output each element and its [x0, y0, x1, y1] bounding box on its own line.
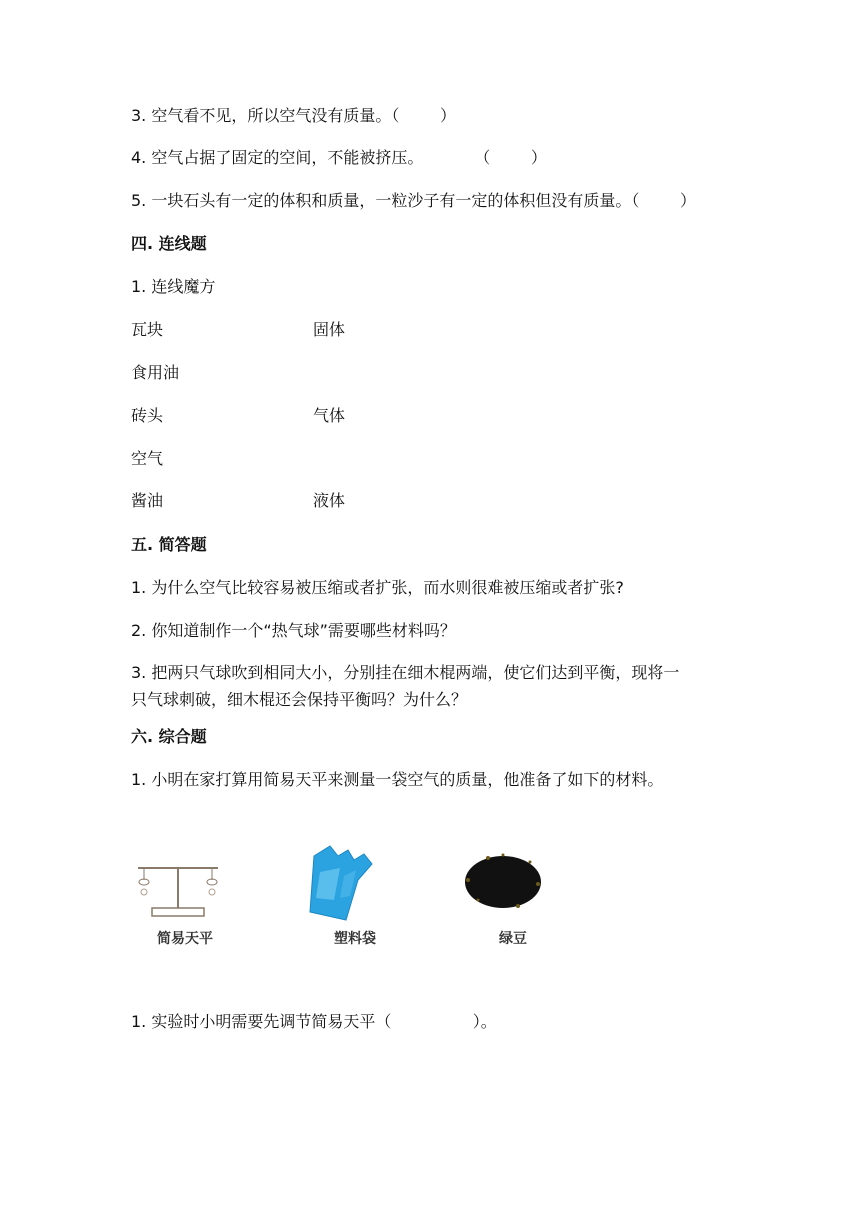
matching-right-item: 液体 — [313, 491, 346, 510]
plastic-bag-icon — [300, 840, 390, 925]
short-answer-q2: 2. 你知道制作一个“热气球”需要哪些材料吗？ — [131, 621, 456, 640]
matching-left-item: 酱油 — [131, 491, 164, 510]
matching-left-item: 瓦块 — [131, 320, 164, 339]
materials-figure — [130, 840, 590, 960]
matching-right-item: 固体 — [313, 320, 346, 339]
comprehensive-q1: 1. 小明在家打算用简易天平来测量一袋空气的质量，他准备了如下的材料。 — [131, 770, 664, 789]
short-answer-q3-line2: 只气球刺破，细木棍还会保持平衡吗？为什么？ — [131, 690, 468, 709]
matching-left-item: 空气 — [131, 449, 164, 468]
matching-left-item: 砖头 — [131, 406, 164, 425]
simple-balance-icon — [130, 840, 230, 925]
matching-right-item: 气体 — [313, 406, 346, 425]
plastic-bag-figure — [300, 840, 410, 960]
figure-caption: 简易天平 — [157, 931, 213, 947]
matching-question: 1. 连线魔方 — [131, 277, 216, 296]
matching-left-item: 食用油 — [131, 363, 180, 382]
simple-balance-figure — [130, 840, 240, 960]
judgement-item-4: 4. 空气占据了固定的空间，不能被挤压。 （ ） — [131, 148, 547, 167]
mung-beans-icon — [458, 840, 548, 925]
figure-caption: 塑料袋 — [334, 931, 376, 947]
experiment-sub-question-1: 1. 实验时小明需要先调节简易天平（ ）。 — [131, 1012, 497, 1031]
mung-beans-figure — [458, 840, 568, 960]
section-heading-short-answer: 五. 简答题 — [131, 535, 207, 554]
figure-caption: 绿豆 — [499, 931, 527, 947]
short-answer-q1: 1. 为什么空气比较容易被压缩或者扩张，而水则很难被压缩或者扩张? — [131, 578, 624, 597]
section-heading-comprehensive: 六. 综合题 — [131, 727, 207, 746]
judgement-item-5: 5. 一块石头有一定的体积和质量，一粒沙子有一定的体积但没有质量。（ ） — [131, 191, 697, 210]
section-heading-matching: 四. 连线题 — [131, 234, 207, 253]
short-answer-q3-line1: 3. 把两只气球吹到相同大小，分别挂在细木棍两端，使它们达到平衡，现将一 — [131, 663, 680, 682]
judgement-item-3: 3. 空气看不见，所以空气没有质量。（ ） — [131, 106, 457, 125]
